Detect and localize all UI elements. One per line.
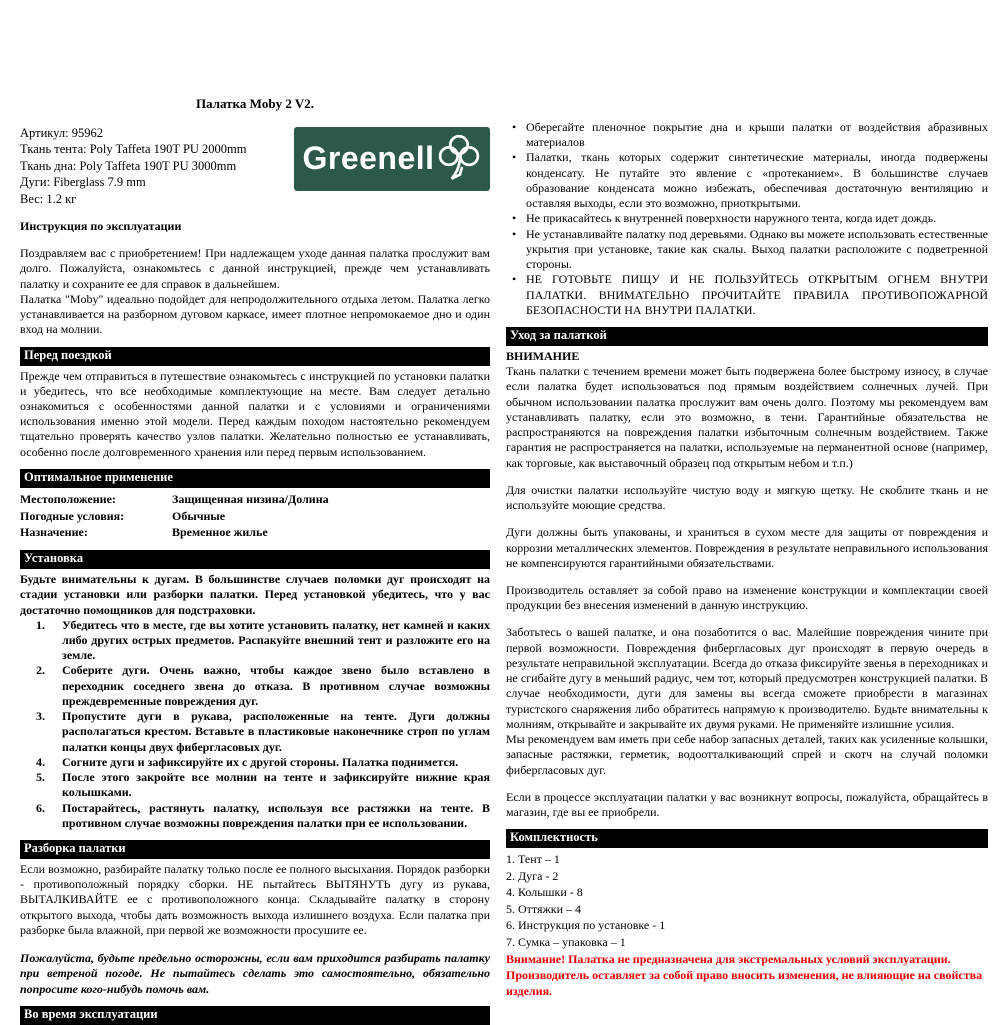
spec-line-tent-fabric: Ткань тента: Poly Taffeta 190T PU 2000mm [20, 142, 247, 156]
intro-paragraph-1: Поздравляем вас с приобретением! При надлежащем уходе данная палатка прослужит вам долго. Пожалуйста, ознакомьтесь с данной инструкцией, прежде чем устанавливать палатку и сохраните ее для справок в дальнейшем. [20, 246, 490, 291]
setup-step-5 [20, 770, 490, 800]
optimal-value: Защищенная низина/Долина [172, 491, 329, 506]
usage-bullet-1: • Оберегайте пленочное покрытие дна и крыши палатки от воздействия абразивных материалов [506, 120, 988, 150]
optimal-label: Назначение: [20, 525, 88, 540]
step-text: Соберите дуги. Очень важно, чтобы каждое звено было вставлено в переходник соседнего звена до отказа. В противном случае возможны преждевременные повреждения дуг. [62, 663, 490, 708]
section-bar-kit: Комплектность [506, 829, 988, 848]
kit-item-tent: 1. Тент – 1 [506, 852, 560, 867]
section-bar-optimal-use: Оптимальное применение [20, 469, 490, 488]
kit-list [506, 851, 988, 950]
optimal-use-table [20, 491, 490, 541]
setup-intro: Будьте внимательны к дугам. В большинстве случаев поломки дуг происходят на стадии установки или разборки палатки. Перед установкой убедитесь, что у вас достаточно помощников для подстраховки. [20, 572, 490, 617]
optimal-row-weather [20, 508, 490, 525]
logo-text: Greenell [302, 140, 435, 177]
step-number: 3. [36, 709, 45, 724]
setup-steps [20, 618, 490, 831]
step-text: Пропустите дуги в рукава, расположенные на тенте. Дуги должны располагаться крестом. Вставьте в пластиковые наконечнике строп по углам палатки концы двух фибергласовых дуг. [62, 709, 490, 754]
care-paragraph-4: Производитель оставляет за собой право на изменение конструкции и комплектации своей продукции без внесения изменений в данную инструкцию. [506, 582, 988, 613]
setup-step-4 [20, 755, 490, 770]
shamrock-icon [436, 132, 482, 182]
step-number: 5. [36, 770, 45, 785]
step-text: Постарайтесь, растянуть палатку, используя все растяжки на тенте. В противном случае возможны повреждения палатки при ее использовании. [62, 800, 490, 830]
step-number: 1. [36, 617, 45, 632]
setup-step-3 [20, 709, 490, 755]
kit-item-pegs: 4. Колышки - 8 [506, 885, 583, 900]
spec-line-floor-fabric: Ткань дна: Poly Taffeta 190T PU 3000mm [20, 158, 237, 173]
care-paragraph-1: Ткань палатки с течением времени может быть подвержена более быстрому износу, в случае если палатка будет использоваться под прямым воздействием солнечных лучей. При обычном использовании палатка прослужит вам очень долго. Поэтому мы рекомендуем вам устанавливать палатку, если это возможно, в тени. Гарантийные обязательства не распространяются на повреждения палатки избыточным солнечным воздействием. Также гарантия не распространяется на палатки, используемые на перманентной основе (например, как торговые, как выставочный образец под открытым небом и т.п.) [506, 364, 988, 470]
care-attention-label: ВНИМАНИЕ [506, 348, 580, 363]
step-number: 6. [36, 800, 45, 815]
before-trip-body: Прежде чем отправиться в путешествие ознакомьтесь с инструкцией по установки палатки и убедитесь, что все необходимые комплектующие на месте. Вам следует детально ознакомиться с особенностями данной палатки и с условиями и ограничениями использования именно этой модели. Перед каждым походом настоятельно рекомендуем тщательно проверять качество узлов палатки. Желательно полностью ее устанавливать, особенно после долговременного хранения или перед первым использованием. [20, 368, 490, 459]
optimal-value: Временное жилье [172, 525, 268, 540]
usage-bullet-2: • Палатки, ткань которых содержит синтетические материалы, иногда подвержены конденсату. Не путайте это явление с «протеканием». В большинстве случаев образование конденсата можно избежать, обеспечивая достаточную вентиляцию и оставляя выходы, если это возможно, приоткрытыми. [506, 150, 988, 211]
kit-item-pole: 2. Дуга - 2 [506, 868, 559, 883]
setup-step-1 [20, 618, 490, 664]
extreme-conditions-warning: Внимание! Палатка не предназначена для экстремальных условий эксплуатации. Производитель оставляет за собой право вносить изменения, не влияющие на свойства изделия. [506, 952, 983, 998]
spec-line-weight: Вес: 1.2 кг [20, 191, 77, 206]
usage-bullet-5: • НЕ ГОТОВЬТЕ ПИЩУ И НЕ ПОЛЬЗУЙТЕСЬ ОТКРЫТЫМ ОГНЕМ ВНУТРИ ПАЛАТКИ. ВНИМАТЕЛЬНО ПРОЧИТАЙТЕ ПРАВИЛА ПРОТИВОПОЖАРНОЙ БЕЗОПАСНОСТИ НА ВНУТРИ ПАЛАТКИ. [506, 272, 988, 318]
optimal-row-location [20, 491, 490, 508]
intro-paragraph-2: Палатка "Moby" идеально подойдет для непродолжительного отдыха летом. Палатка легко устанавливается на разборном дуговом каркасе, имеет плотное непромокаемое дно и один вход на молнии. [20, 291, 490, 337]
spec-line-articul: Артикул: 95962 [20, 125, 103, 140]
spec-line-poles: Дуги: Fiberglass 7.9 mm [20, 175, 146, 189]
optimal-row-purpose [20, 524, 490, 541]
right-column [506, 96, 988, 1000]
left-column [20, 96, 491, 1021]
care-paragraph-5: Заботьтесь о вашей палатке, и она позаботится о вас. Малейшие повреждения чините при первой возможности. Повреждения фибергласовых дуг происходят в первую очередь в результате неправильной эксплуатации. Всегда до отказа фиксируйте звенья в переходниках и не сгибайте дугу в меньший радиус, чем тот, который предусмотрен конструкцией палатки. В случае необходимости, дуги для замены вы всегда сможете приобрести в магазинах туристского снаряжения либо обратитесь напрямую к производителю. Будьте внимательны к молниям, открывайте и закрывайте их двумя руками. Не применяйте излишние усилия. [506, 625, 988, 731]
care-paragraph-3: Дуги должны быть упакованы, и храниться в сухом месте для защиты от повреждения и коррозии металлических элементов. Повреждения в результате неправильного использования не компенсируются гарантийными обязательствами. [506, 525, 988, 570]
setup-step-6 [20, 801, 490, 831]
care-paragraph-7: Если в процессе эксплуатации палатки у вас возникнут вопросы, пожалуйста, обращайтесь в магазин, где вы ее приобрели. [506, 789, 988, 820]
section-bar-disassembly: Разборка палатки [20, 840, 490, 859]
step-number: 4. [36, 754, 45, 769]
optimal-label: Местоположение: [20, 491, 116, 506]
kit-item-bag: 7. Сумка – упаковка – 1 [506, 934, 626, 949]
care-paragraph-6: Мы рекомендуем вам иметь при себе набор запасных деталей, таких как усиленные колышки, запасные растяжки, герметик, водоотталкивающий спрей и скотч на случай поломки фибергласовых дуг. [506, 732, 988, 777]
optimal-value: Обычные [172, 508, 226, 523]
step-text: Согните дуги и зафиксируйте их с другой стороны. Палатка поднимется. [62, 754, 459, 769]
step-text: После этого закройте все молнии на тенте и зафиксируйте нижние края колышками. [62, 770, 490, 800]
disassembly-body: Если возможно, разбирайте палатку только после ее полного высыхания. Порядок разборки - противоположный порядку сборки. НЕ пытайтесь ВЫТЯНУТЬ дугу из рукава, ВЫТАЛКИВАЙТЕ ее с противоположного конца. Складывайте палатку в сторону открытого выхода, чтобы дать возможность выхода излишнего воздуха. Если палатка при разборке была влажной, при первой же возможности просушите ее. [20, 861, 491, 937]
section-bar-setup: Установка [20, 550, 490, 569]
greenell-logo [294, 127, 490, 191]
kit-item-manual: 6. Инструкция по установке - 1 [506, 918, 666, 933]
section-bar-before-trip: Перед поездкой [20, 347, 490, 366]
optimal-label: Погодные условия: [20, 508, 125, 523]
page-title: Палатка Moby 2 V2. [195, 96, 314, 111]
spec-list [20, 125, 247, 208]
usage-bullet-list [506, 120, 988, 318]
usage-bullet-3: • Не прикасайтесь к внутренней поверхности наружного тента, когда идет дождь. [506, 211, 988, 226]
spec-and-logo-row [20, 125, 490, 208]
step-text: Убедитесь что в месте, где вы хотите установить палатку, нет камней и каких либо других острых предметов. Распакуйте внешний тент и разложите его на земле. [62, 617, 490, 663]
kit-item-guylines: 5. Оттяжки – 4 [506, 901, 582, 916]
instruction-heading: Инструкция по эксплуатации [20, 219, 182, 233]
usage-bullet-4: • Не устанавливайте палатку под деревьями. Однако вы можете использовать естественные укрытия при установке, такие как скалы. Выход палатки расположите с подветренной стороны. [506, 227, 988, 273]
setup-step-2 [20, 663, 490, 709]
section-bar-care: Уход за палаткой [506, 327, 988, 346]
section-bar-during-use: Во время эксплуатации [20, 1006, 490, 1025]
disassembly-wind-warning: Пожалуйста, будьте предельно осторожны, если вам приходится разбирать палатку при ветреной погоде. Не пытайтесь сделать это самостоятельно, обязательно попросите кого-нибудь помочь вам. [20, 951, 490, 996]
care-paragraph-2: Для очистки палатки используйте чистую воду и мягкую щетку. Не скоблите ткань и не используйте моющие средства. [506, 482, 988, 513]
step-number: 2. [36, 663, 45, 678]
